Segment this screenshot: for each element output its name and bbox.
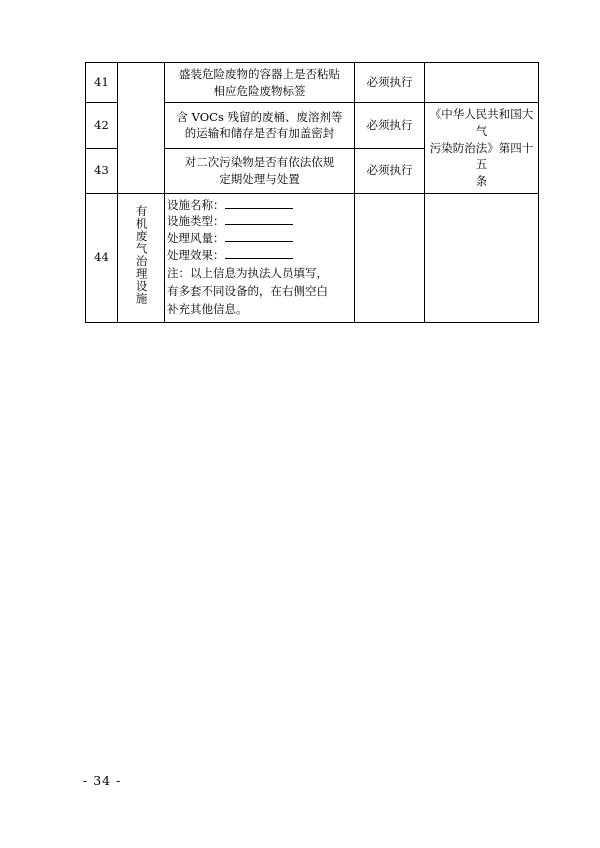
basis-line-3: 条	[475, 174, 488, 189]
basis-line-2: 污染防治法》第四十五	[429, 140, 534, 172]
row-basis	[425, 103, 539, 193]
row-requirement-empty	[355, 193, 425, 322]
basis-line-1: 《中华人民共和国大气	[429, 107, 534, 139]
row-requirement: 必须执行	[355, 63, 425, 103]
note-line-2: 有多套不同设备的，在右侧空白	[167, 284, 328, 299]
table-row	[86, 63, 539, 103]
row-item	[165, 63, 355, 103]
item-line-1: 对二次污染物是否有依法依规	[184, 154, 335, 169]
facility-field-blank[interactable]	[225, 213, 293, 225]
note-line-1: 注：以上信息为执法人员填写，	[167, 266, 328, 281]
row-item	[165, 148, 355, 193]
row-basis-empty	[425, 63, 539, 103]
row-number: 43	[86, 148, 118, 193]
facility-field-label: 设施名称：	[167, 197, 225, 212]
row-category	[118, 193, 165, 322]
facility-field-label: 处理效果：	[167, 247, 225, 262]
facility-field-label: 处理风量：	[167, 231, 225, 246]
item-line-2: 的运输和储存是否有加盖密封	[184, 126, 335, 141]
row-number: 44	[86, 193, 118, 322]
row-requirement: 必须执行	[355, 148, 425, 193]
facility-field-blank[interactable]	[225, 230, 293, 242]
facility-field-label: 设施类型：	[167, 214, 225, 229]
item-line-2: 定期处理与处置	[219, 171, 300, 186]
row-item	[165, 103, 355, 148]
facility-fields	[165, 193, 355, 322]
facility-field-row	[167, 230, 352, 247]
page-number: - 34 -	[83, 773, 122, 788]
category-cell-empty	[118, 63, 165, 194]
row-basis-empty	[425, 193, 539, 322]
item-line-1: 含 VOCs 残留的废桶、废溶剂等	[176, 109, 343, 124]
facility-field-blank[interactable]	[225, 247, 293, 259]
item-line-1: 盛装危险废物的容器上是否粘贴	[179, 67, 340, 81]
facility-field-row	[167, 247, 352, 264]
row-number: 42	[86, 103, 118, 148]
row-number: 41	[86, 63, 118, 103]
table-row-facility	[86, 193, 539, 322]
row-requirement: 必须执行	[355, 103, 425, 148]
facility-field-row	[167, 197, 352, 214]
item-line-2: 相应危险废物标签	[213, 83, 306, 98]
category-label: 有机废气治理设施	[134, 205, 149, 306]
facility-note	[167, 265, 352, 318]
inspection-table	[85, 62, 539, 323]
facility-field-blank[interactable]	[225, 197, 293, 209]
facility-field-row	[167, 213, 352, 230]
note-line-3: 补充其他信息。	[167, 302, 248, 317]
